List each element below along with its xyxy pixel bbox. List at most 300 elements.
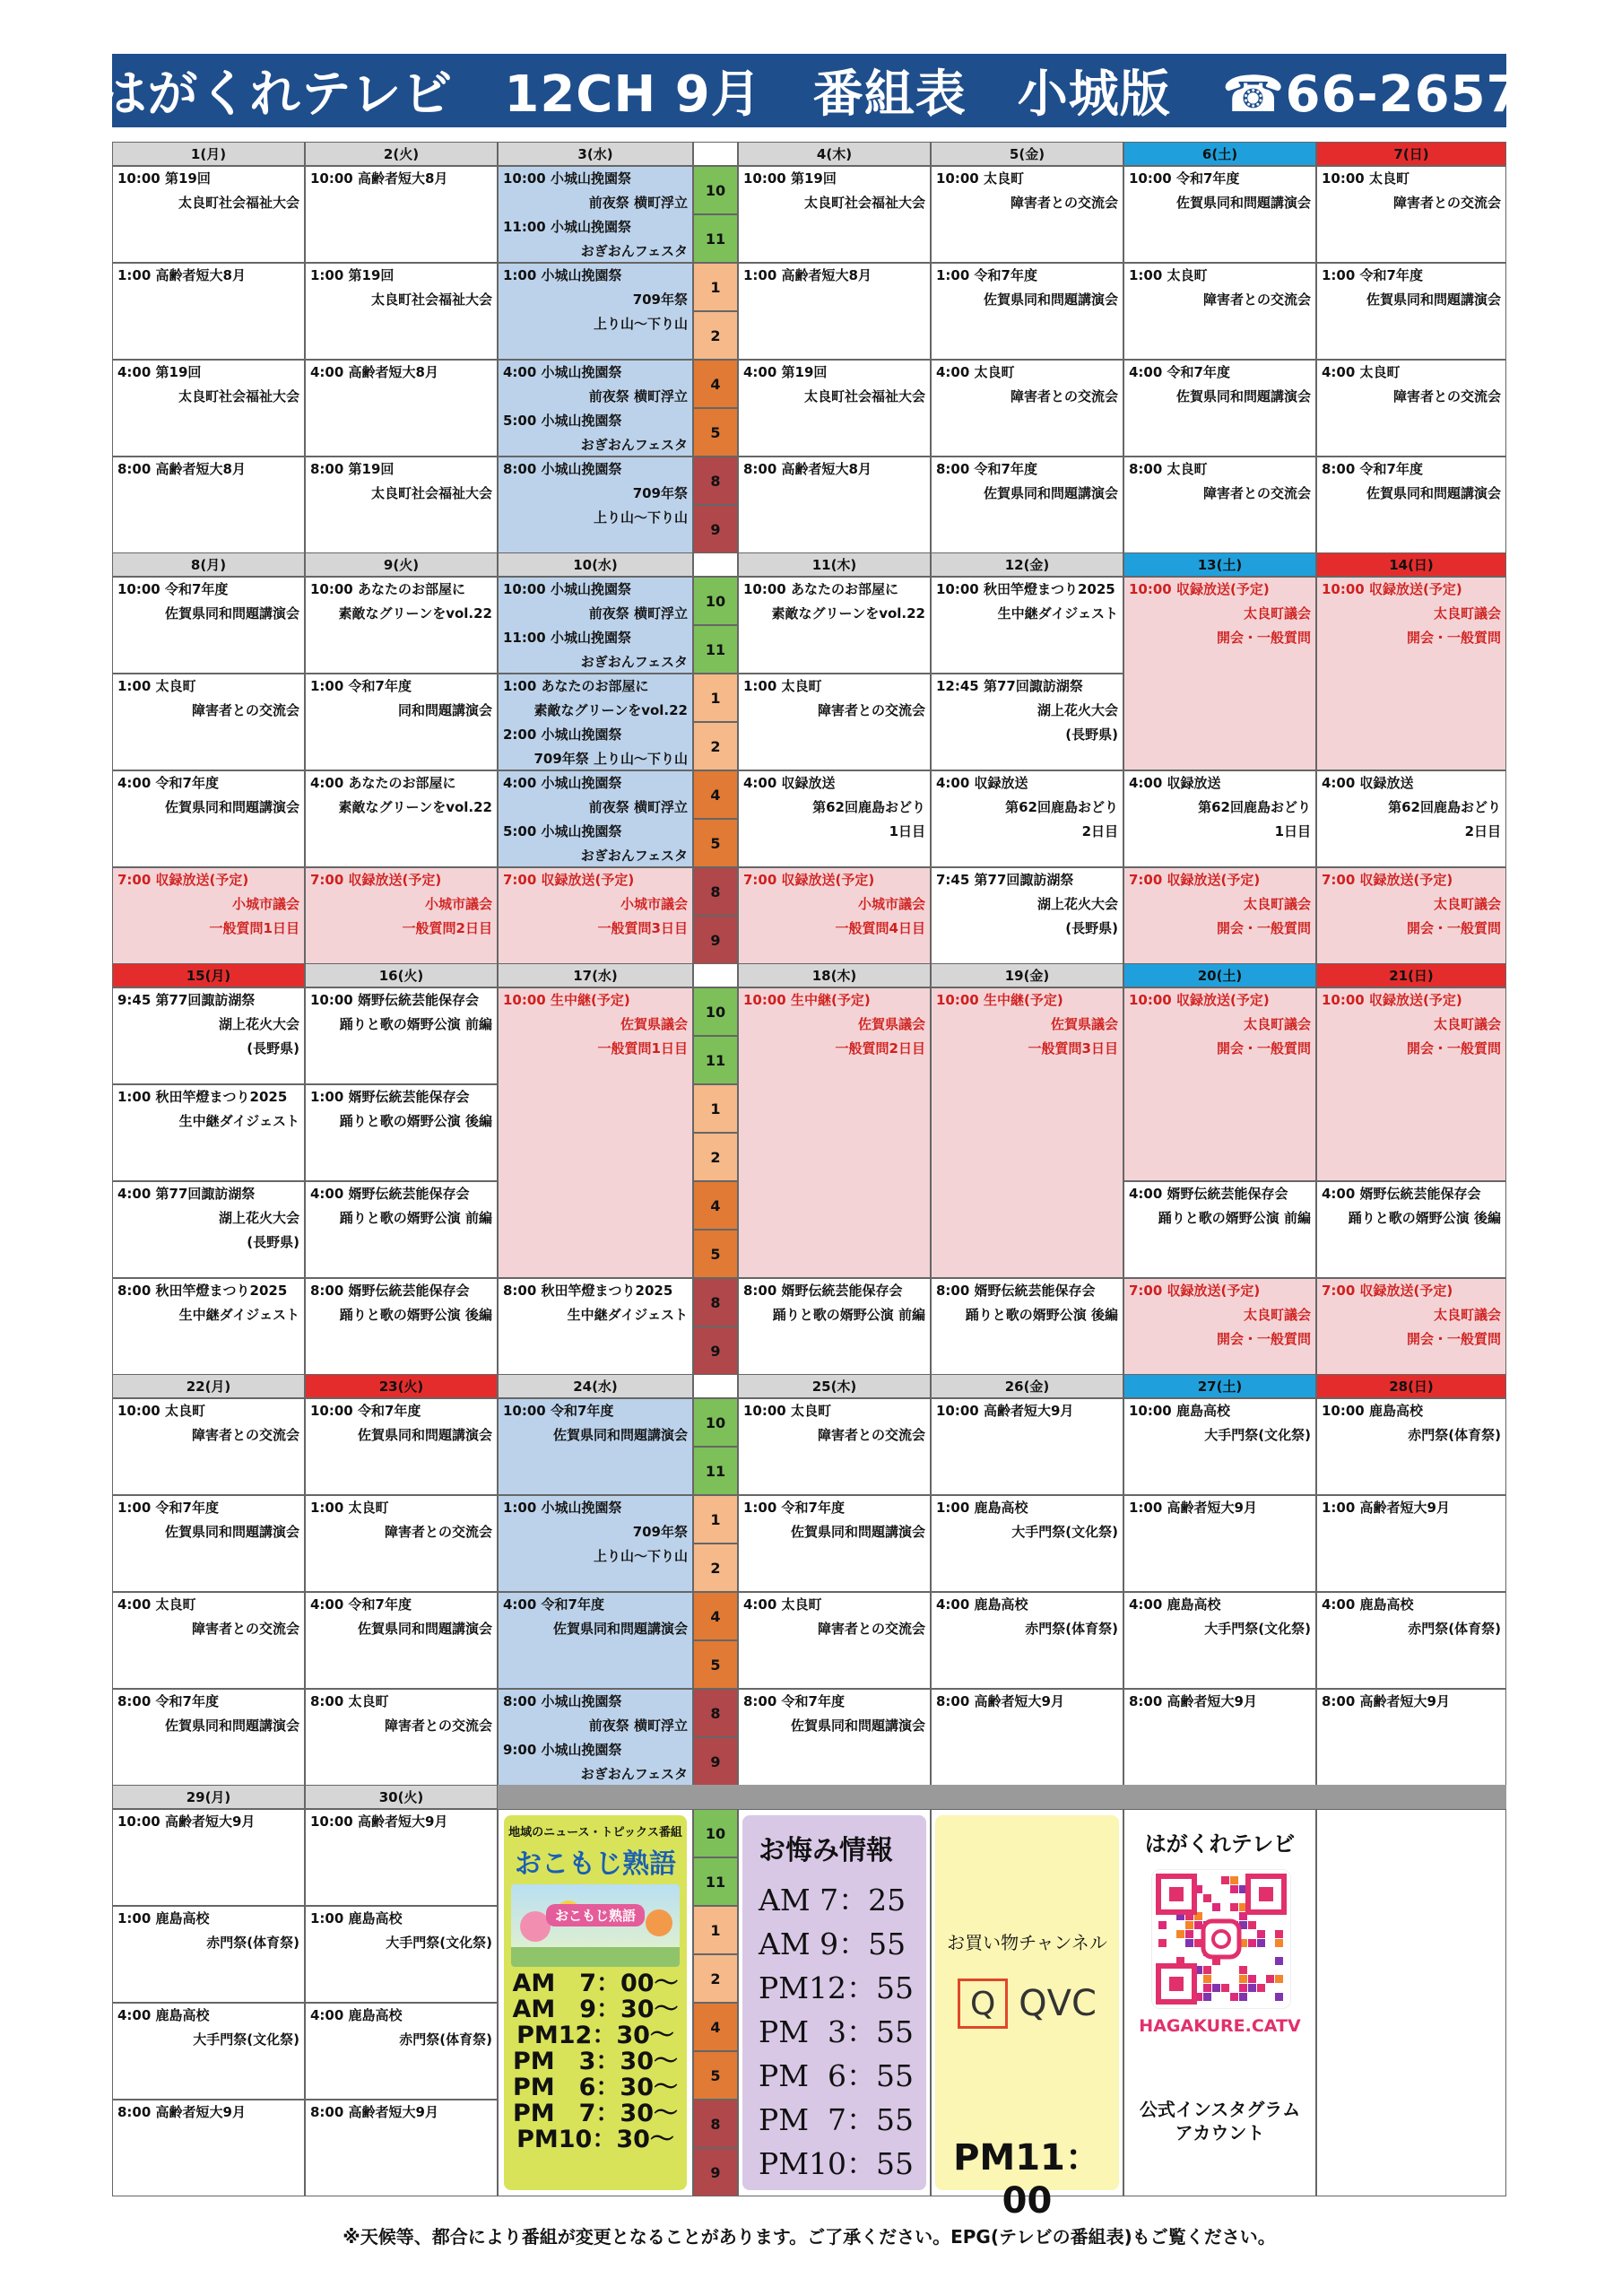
hour-label: 8 — [693, 1689, 738, 1737]
program-cell[interactable] — [738, 1689, 931, 1786]
program-cell[interactable] — [305, 457, 498, 553]
program-cell[interactable] — [931, 674, 1123, 770]
day-header: 12(金) — [931, 552, 1123, 577]
program-line: 709年祭 — [632, 291, 688, 308]
program-line: 7:00 収録放送(予定) — [117, 872, 249, 888]
program-cell[interactable] — [112, 457, 305, 553]
program-line: 8:00 婿野伝統芸能保存会 — [743, 1283, 903, 1299]
program-line: 8:00 太良町 — [310, 1693, 389, 1709]
program-line: 一般質問2日目 — [835, 1040, 925, 1057]
program-line: 前夜祭 横町浮立 — [588, 605, 688, 622]
hour-label: 2 — [693, 1544, 738, 1592]
program-cell[interactable] — [738, 166, 931, 263]
program-line: 太良町議会 — [1243, 1307, 1311, 1323]
program-cell[interactable] — [1316, 457, 1506, 553]
program-line: 4:00 収録放送 — [1129, 775, 1221, 791]
program-line: 10:00 第19回 — [743, 170, 837, 187]
program-cell[interactable] — [738, 360, 931, 457]
program-cell[interactable] — [498, 867, 693, 964]
program-line: 4:00 太良町 — [743, 1596, 822, 1613]
program-cell[interactable] — [738, 457, 931, 553]
program-line: 障害者との交流会 — [1010, 388, 1118, 404]
okomoji-time: PM10：30～ — [516, 2126, 674, 2153]
hour-label: 1 — [693, 1906, 738, 1954]
okomoji-time: AM 7：00～ — [512, 1970, 679, 1997]
program-line: 大手門祭(文化祭) — [1204, 1427, 1311, 1443]
okuyami-time: AM 9：55 — [759, 1926, 906, 1961]
program-cell[interactable] — [112, 1906, 305, 2003]
qvc-panel — [931, 1809, 1123, 2222]
program-cell[interactable] — [112, 1084, 305, 1181]
program-line: 生中継ダイジェスト — [178, 1113, 299, 1129]
program-line: 1:00 令和7年度 — [936, 267, 1037, 283]
day-header: 2(火) — [305, 142, 498, 166]
insta-title: はがくれテレビ — [1144, 1831, 1296, 1857]
program-line: 4:00 小城山挽園祭 — [503, 775, 622, 791]
program-cell[interactable] — [498, 263, 693, 360]
program-cell[interactable] — [1123, 1495, 1316, 1592]
program-cell[interactable] — [931, 770, 1123, 867]
program-cell[interactable] — [305, 360, 498, 457]
program-line: 2日目 — [1081, 823, 1118, 839]
program-line: 素敵なグリーンをvol.22 — [533, 702, 688, 718]
program-line: 赤門祭(体育祭) — [1408, 1427, 1501, 1443]
program-cell[interactable] — [305, 1495, 498, 1592]
program-line: 1:00 第19回 — [310, 267, 395, 283]
program-line: 素敵なグリーンをvol.22 — [771, 605, 925, 622]
program-line: 1:00 令和7年度 — [117, 1500, 219, 1516]
program-line: 湖上花火大会 — [218, 1210, 299, 1226]
program-cell[interactable] — [112, 263, 305, 360]
program-cell[interactable] — [931, 1592, 1123, 1689]
program-line: 1:00 令和7年度 — [310, 678, 412, 694]
program-line: 太良町社会福祉大会 — [803, 195, 925, 211]
program-line: 1:00 鹿島高校 — [310, 1910, 403, 1926]
program-cell[interactable] — [112, 1181, 305, 1278]
program-line: 5:00 小城山挽園祭 — [503, 413, 622, 429]
program-line: 8:00 高齢者短大9月 — [117, 2104, 246, 2120]
program-cell[interactable] — [1316, 360, 1506, 457]
program-line: 7:00 収録放送(予定) — [1129, 1283, 1261, 1299]
program-cell[interactable] — [738, 987, 931, 1278]
program-line: 8:00 高齢者短大9月 — [1129, 1693, 1257, 1709]
program-line: 開会・一般質問 — [1216, 1040, 1311, 1057]
program-line: 障害者との交流会 — [191, 702, 299, 718]
program-line: おぎおんフェスタ — [580, 243, 688, 259]
program-cell[interactable] — [305, 1592, 498, 1689]
program-cell[interactable] — [112, 674, 305, 770]
program-line: 8:00 小城山挽園祭 — [503, 461, 622, 477]
program-line: 10:00 生中継(予定) — [743, 992, 871, 1008]
program-line: 5:00 小城山挽園祭 — [503, 823, 622, 839]
program-cell[interactable] — [305, 867, 498, 964]
program-line: 太良町議会 — [1433, 896, 1501, 912]
okuyami-panel — [738, 1809, 931, 2196]
program-cell[interactable] — [498, 1689, 693, 1786]
instagram-panel — [1123, 1809, 1316, 2196]
program-cell[interactable] — [738, 1495, 931, 1592]
schedule-table — [112, 142, 1506, 2222]
program-cell[interactable] — [498, 360, 693, 457]
program-cell[interactable] — [305, 2003, 498, 2100]
program-cell[interactable] — [931, 867, 1123, 964]
day-header: 29(月) — [112, 1785, 305, 1809]
program-line: 障害者との交流会 — [191, 1621, 299, 1637]
program-line: 4:00 鹿島高校 — [117, 2007, 210, 2023]
program-cell[interactable] — [1316, 166, 1506, 263]
program-line: 10:00 生中継(予定) — [503, 992, 630, 1008]
program-cell[interactable] — [112, 1689, 305, 1786]
program-line: 10:00 太良町 — [117, 1403, 205, 1419]
program-line: 10:00 令和7年度 — [117, 581, 229, 597]
program-line: 踊りと歌の婿野公演 後編 — [965, 1307, 1118, 1323]
program-cell[interactable] — [305, 674, 498, 770]
hour-label: 11 — [693, 625, 738, 674]
program-line: 障害者との交流会 — [1392, 195, 1501, 211]
program-cell[interactable] — [112, 2100, 305, 2196]
program-cell[interactable] — [498, 1495, 693, 1592]
program-cell[interactable] — [931, 987, 1123, 1278]
program-cell[interactable] — [112, 360, 305, 457]
program-cell[interactable] — [1316, 1181, 1506, 1278]
hour-label: 9 — [693, 1326, 738, 1375]
program-cell[interactable] — [1316, 1689, 1506, 1786]
program-cell[interactable] — [931, 1495, 1123, 1592]
program-line: 7:00 収録放送(予定) — [1129, 872, 1261, 888]
hour-label: 5 — [693, 408, 738, 457]
program-cell[interactable] — [1123, 577, 1316, 770]
day-header: 13(土) — [1123, 552, 1316, 577]
program-cell[interactable] — [738, 1592, 931, 1689]
program-cell[interactable] — [112, 1809, 305, 1906]
insta-handle: HAGAKURE.CATV — [1139, 2016, 1301, 2036]
okomoji-time: PM12：30～ — [516, 2022, 674, 2049]
program-line: 4:00 太良町 — [1322, 364, 1401, 380]
program-line: 1:00 高齢者短大9月 — [1129, 1500, 1257, 1516]
program-cell[interactable] — [498, 674, 693, 770]
program-line: 4:00 鹿島高校 — [1129, 1596, 1221, 1613]
program-line: 大手門祭(文化祭) — [386, 1935, 492, 1951]
program-line: 8:00 高齢者短大8月 — [117, 461, 246, 477]
program-cell[interactable] — [112, 1278, 305, 1375]
program-cell[interactable] — [931, 1278, 1123, 1375]
program-cell[interactable] — [1123, 867, 1316, 964]
hour-label: 11 — [693, 214, 738, 263]
program-line: 4:00 令和7年度 — [1129, 364, 1230, 380]
program-line: 10:00 高齢者短大8月 — [310, 170, 448, 187]
program-cell[interactable] — [305, 577, 498, 674]
hour-label: 9 — [693, 505, 738, 553]
program-cell[interactable] — [1316, 263, 1506, 360]
program-line: 4:00 鹿島高校 — [1322, 1596, 1414, 1613]
day-header: 18(木) — [738, 963, 931, 987]
program-cell[interactable] — [931, 457, 1123, 553]
program-line: 佐賀県同和問題講演会 — [552, 1427, 688, 1443]
program-line: 踊りと歌の婿野公演 前編 — [339, 1210, 492, 1226]
day-header: 24(水) — [498, 1374, 693, 1398]
program-cell[interactable] — [1123, 166, 1316, 263]
program-cell[interactable] — [112, 1398, 305, 1495]
program-cell[interactable] — [305, 1809, 498, 1906]
okuyami-title: お悔み情報 — [759, 1835, 893, 1866]
hour-label: 4 — [693, 360, 738, 408]
program-cell[interactable] — [738, 1398, 931, 1495]
program-cell[interactable] — [1123, 1181, 1316, 1278]
program-cell[interactable] — [112, 987, 305, 1084]
hour-column-header — [693, 142, 738, 166]
program-cell[interactable] — [1316, 1592, 1506, 1689]
program-cell[interactable] — [498, 770, 693, 867]
program-line: 生中継ダイジェスト — [178, 1307, 299, 1323]
program-line: 一般質問3日目 — [597, 920, 688, 936]
okuyami-time: PM 3：55 — [759, 2014, 914, 2049]
program-cell[interactable] — [1316, 867, 1506, 964]
okomoji-panel — [498, 1809, 693, 2196]
program-cell[interactable] — [112, 166, 305, 263]
program-line: 太良町社会福祉大会 — [370, 485, 492, 501]
program-line: 大手門祭(文化祭) — [1204, 1621, 1311, 1637]
hour-label: 10 — [693, 1398, 738, 1447]
program-cell[interactable] — [1123, 360, 1316, 457]
program-line: 4:00 収録放送 — [743, 775, 836, 791]
program-line: 2:00 小城山挽園祭 — [503, 726, 622, 743]
program-line: 709年祭 — [632, 485, 688, 501]
program-cell[interactable] — [931, 166, 1123, 263]
hour-label: 4 — [693, 1592, 738, 1640]
program-cell[interactable] — [1123, 1689, 1316, 1786]
program-cell[interactable] — [498, 1278, 693, 1375]
program-line: 1:00 太良町 — [117, 678, 196, 694]
program-line: 太良町社会福祉大会 — [803, 388, 925, 404]
gray-header-strip — [738, 1785, 1506, 1809]
program-line: 踊りと歌の婿野公演 前編 — [339, 1016, 492, 1032]
program-cell[interactable] — [738, 770, 931, 867]
program-cell[interactable] — [931, 1689, 1123, 1786]
program-cell[interactable] — [1123, 263, 1316, 360]
program-cell[interactable] — [112, 1592, 305, 1689]
program-line: 7:00 収録放送(予定) — [1322, 1283, 1453, 1299]
day-header: 14(日) — [1316, 552, 1506, 577]
program-line: 開会・一般質問 — [1216, 630, 1311, 646]
program-line: 第62回鹿島おどり — [1198, 799, 1311, 815]
okuyami-time: PM10：55 — [759, 2146, 914, 2181]
program-line: 1:00 高齢者短大9月 — [1322, 1500, 1450, 1516]
program-cell[interactable] — [305, 1398, 498, 1495]
program-cell[interactable] — [498, 987, 693, 1278]
program-line: 4:00 令和7年度 — [310, 1596, 412, 1613]
program-cell[interactable] — [1123, 987, 1316, 1181]
program-cell[interactable] — [738, 674, 931, 770]
program-line: 8:00 秋田竿燈まつり2025 — [117, 1283, 288, 1299]
program-cell[interactable] — [738, 577, 931, 674]
program-cell[interactable] — [738, 867, 931, 964]
program-cell[interactable] — [305, 770, 498, 867]
program-cell[interactable] — [1123, 457, 1316, 553]
program-line: 4:00 高齢者短大8月 — [310, 364, 438, 380]
program-cell[interactable] — [305, 263, 498, 360]
program-cell[interactable] — [1316, 577, 1506, 770]
program-cell[interactable] — [931, 577, 1123, 674]
day-header: 6(土) — [1123, 142, 1316, 166]
program-line: 4:00 太良町 — [117, 1596, 196, 1613]
program-line: 開会・一般質問 — [1406, 630, 1501, 646]
hour-label: 10 — [693, 166, 738, 214]
hour-label: 11 — [693, 1036, 738, 1084]
program-line: 一般質問3日目 — [1028, 1040, 1118, 1057]
program-line: 開会・一般質問 — [1406, 1040, 1501, 1057]
program-line: 佐賀県同和問題講演会 — [983, 291, 1118, 308]
day-header: 17(水) — [498, 963, 693, 987]
program-cell[interactable] — [738, 263, 931, 360]
program-cell[interactable] — [305, 1906, 498, 2003]
hour-label: 1 — [693, 674, 738, 722]
program-cell[interactable] — [112, 577, 305, 674]
program-line: 12:45 第77回諏訪湖祭 — [936, 678, 1083, 694]
program-line: 10:00 令和7年度 — [1129, 170, 1240, 187]
program-line: 佐賀県議会 — [620, 1016, 688, 1032]
program-cell[interactable] — [1123, 1398, 1316, 1495]
hour-label: 5 — [693, 2051, 738, 2100]
program-cell[interactable] — [931, 360, 1123, 457]
program-cell[interactable] — [1123, 770, 1316, 867]
program-line: 10:00 婿野伝統芸能保存会 — [310, 992, 479, 1008]
hour-label: 4 — [693, 770, 738, 819]
program-line: 10:00 収録放送(予定) — [1322, 992, 1462, 1008]
program-cell[interactable] — [1123, 1278, 1316, 1375]
program-line: 1:00 小城山挽園祭 — [503, 1500, 622, 1516]
program-cell[interactable] — [305, 987, 498, 1084]
program-line: 1日目 — [1274, 823, 1311, 839]
program-line: 佐賀県同和問題講演会 — [1366, 291, 1501, 308]
program-cell[interactable] — [738, 1278, 931, 1375]
program-line: 赤門祭(体育祭) — [1408, 1621, 1501, 1637]
program-line: おぎおんフェスタ — [580, 654, 688, 670]
qvc-caption: お買い物チャンネル — [947, 1932, 1107, 1953]
program-line: 8:00 小城山挽園祭 — [503, 1693, 622, 1709]
program-line: 一般質問2日目 — [402, 920, 492, 936]
day-header: 25(木) — [738, 1374, 931, 1398]
program-cell[interactable] — [305, 2100, 498, 2196]
day-header: 15(月) — [112, 963, 305, 987]
program-line: 10:00 高齢者短大9月 — [310, 1813, 448, 1830]
program-line: 太良町社会福祉大会 — [370, 291, 492, 308]
okomoji-subtitle: 地域のニュース・トピックス番組 — [508, 1826, 682, 1839]
okomoji-time: PM 7：30～ — [512, 2100, 679, 2127]
program-cell[interactable] — [112, 770, 305, 867]
program-line: 709年祭 — [632, 1524, 688, 1540]
program-line: 1:00 令和7年度 — [1322, 267, 1423, 283]
program-line: 8:00 令和7年度 — [117, 1693, 219, 1709]
program-cell[interactable] — [498, 1398, 693, 1495]
program-line: 7:00 収録放送(予定) — [310, 872, 442, 888]
program-line: 4:00 収録放送 — [936, 775, 1028, 791]
program-line: 11:00 小城山挽園祭 — [503, 219, 631, 235]
program-cell[interactable] — [1316, 1495, 1506, 1592]
program-cell[interactable] — [1123, 1592, 1316, 1689]
program-cell[interactable] — [112, 867, 305, 964]
program-line: 8:00 婿野伝統芸能保存会 — [310, 1283, 470, 1299]
program-cell[interactable] — [1316, 1398, 1506, 1495]
program-line: 4:00 第77回諏訪湖祭 — [117, 1186, 256, 1202]
program-line: 1:00 高齢者短大8月 — [117, 267, 246, 283]
program-line: 同和問題講演会 — [397, 702, 492, 718]
program-line: 1日目 — [889, 823, 925, 839]
program-cell[interactable] — [498, 166, 693, 263]
insta-caption: 公式インスタグラム — [1139, 2099, 1301, 2120]
program-cell[interactable] — [112, 1495, 305, 1592]
program-line: 佐賀県同和問題講演会 — [552, 1621, 688, 1637]
instagram-qr-code[interactable] — [1151, 1869, 1291, 2009]
program-line: 4:00 収録放送 — [1322, 775, 1414, 791]
hour-label: 2 — [693, 1133, 738, 1181]
program-line: 上り山～下り山 — [593, 509, 688, 526]
day-header: 8(月) — [112, 552, 305, 577]
program-cell[interactable] — [305, 1084, 498, 1181]
program-cell[interactable] — [305, 1278, 498, 1375]
program-line: 4:00 鹿島高校 — [936, 1596, 1028, 1613]
qvc-time: PM11：00 — [953, 2137, 1101, 2222]
day-header: 30(火) — [305, 1785, 498, 1809]
program-cell[interactable] — [1316, 987, 1506, 1181]
hour-label: 10 — [693, 1809, 738, 1857]
program-line: 8:00 高齢者短大8月 — [743, 461, 872, 477]
program-cell[interactable] — [498, 1592, 693, 1689]
program-cell[interactable] — [498, 577, 693, 674]
program-cell[interactable] — [305, 1181, 498, 1278]
program-line: 障害者との交流会 — [1392, 388, 1501, 404]
program-line: 踊りと歌の婿野公演 後編 — [339, 1113, 492, 1129]
program-line: 10:00 高齢者短大9月 — [936, 1403, 1074, 1419]
program-line: 素敵なグリーンをvol.22 — [338, 605, 492, 622]
program-line: 4:00 令和7年度 — [117, 775, 219, 791]
program-line: 8:00 令和7年度 — [936, 461, 1037, 477]
program-line: 開会・一般質問 — [1216, 1331, 1311, 1347]
program-cell[interactable] — [498, 457, 693, 553]
program-line: 1:00 秋田竿燈まつり2025 — [117, 1089, 288, 1105]
program-cell[interactable] — [931, 1398, 1123, 1495]
program-line: 踊りと歌の婿野公演 前編 — [772, 1307, 925, 1323]
program-line: 佐賀県議会 — [1050, 1016, 1118, 1032]
program-line: 4:00 小城山挽園祭 — [503, 364, 622, 380]
program-cell[interactable] — [305, 1689, 498, 1786]
program-line: 佐賀県同和問題講演会 — [357, 1621, 492, 1637]
hour-column-header — [693, 552, 738, 577]
program-line: 小城市議会 — [424, 896, 492, 912]
hour-label: 2 — [693, 311, 738, 360]
okomoji-card — [504, 1815, 687, 2190]
program-cell[interactable] — [1316, 1278, 1506, 1375]
program-cell[interactable] — [931, 263, 1123, 360]
program-cell[interactable] — [305, 166, 498, 263]
program-line: 709年祭 上り山～下り山 — [533, 751, 688, 767]
program-line: 4:00 あなたのお部屋に — [310, 775, 456, 791]
day-header: 7(日) — [1316, 142, 1506, 166]
program-line: 4:00 婿野伝統芸能保存会 — [1322, 1186, 1481, 1202]
program-line: 8:00 高齢者短大9月 — [936, 1693, 1064, 1709]
program-cell[interactable] — [112, 2003, 305, 2100]
program-line: 10:00 太良町 — [936, 170, 1024, 187]
program-line: 赤門祭(体育祭) — [206, 1935, 299, 1951]
program-cell[interactable] — [1316, 770, 1506, 867]
okomoji-badge: おこもじ熟語 — [546, 1904, 645, 1926]
program-line: 踊りと歌の婿野公演 後編 — [1348, 1210, 1501, 1226]
program-line: 10:00 令和7年度 — [503, 1403, 614, 1419]
program-line: 7:00 収録放送(予定) — [1322, 872, 1453, 888]
program-line: 4:00 第19回 — [117, 364, 202, 380]
qvc-q-mark: Q — [958, 1979, 1008, 2029]
program-line: 障害者との交流会 — [1202, 485, 1311, 501]
qvc-logo — [944, 1972, 1110, 2035]
